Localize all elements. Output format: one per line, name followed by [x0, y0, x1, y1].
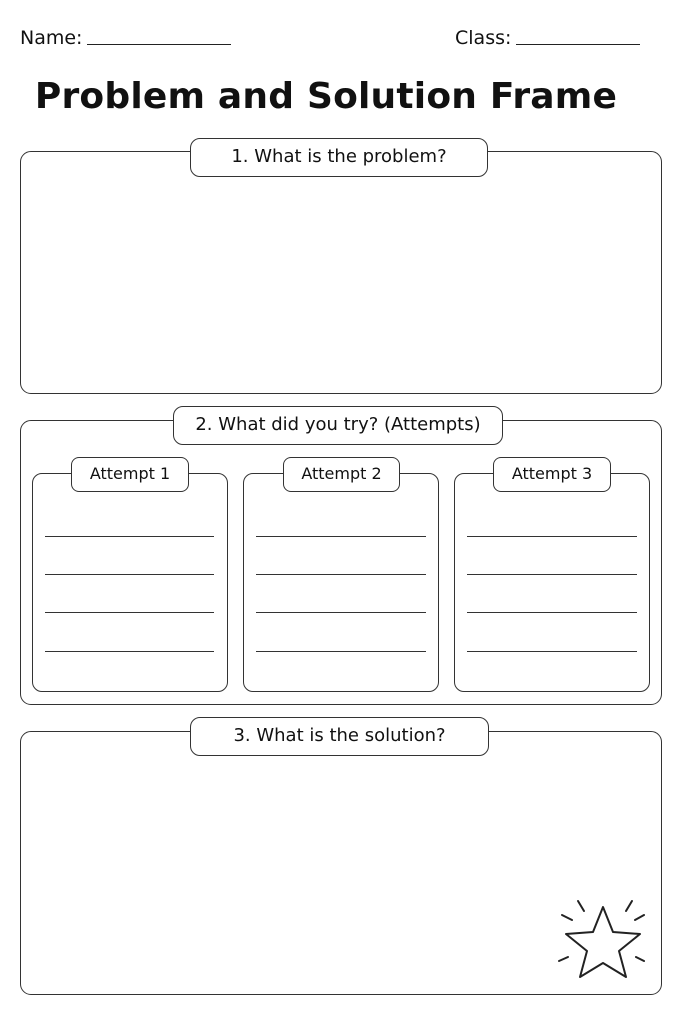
class-field[interactable] — [516, 44, 640, 45]
attempt-2-line[interactable] — [256, 574, 426, 575]
solution-heading: 3. What is the solution? — [190, 717, 489, 756]
attempt-1-line[interactable] — [45, 536, 214, 537]
attempt-1-line[interactable] — [45, 651, 214, 652]
attempt-2-heading: Attempt 2 — [283, 457, 400, 492]
attempts-heading: 2. What did you try? (Attempts) — [173, 406, 503, 445]
name-field[interactable] — [87, 44, 231, 45]
class-label: Class: — [455, 27, 512, 49]
attempt-2-line[interactable] — [256, 651, 426, 652]
attempt-3-line[interactable] — [467, 536, 637, 537]
attempt-1-heading: Attempt 1 — [71, 457, 189, 492]
attempt-1-line[interactable] — [45, 612, 214, 613]
name-label: Name: — [20, 27, 83, 49]
attempt-2-line[interactable] — [256, 612, 426, 613]
problem-heading: 1. What is the problem? — [190, 138, 488, 177]
page-title: Problem and Solution Frame — [34, 76, 618, 117]
attempt-2-line[interactable] — [256, 536, 426, 537]
attempt-3-line[interactable] — [467, 612, 637, 613]
attempt-3-box[interactable] — [454, 473, 650, 692]
attempt-1-line[interactable] — [45, 574, 214, 575]
star-icon — [552, 895, 652, 990]
attempt-3-line[interactable] — [467, 574, 637, 575]
attempt-1-box[interactable] — [32, 473, 228, 692]
attempt-3-heading: Attempt 3 — [493, 457, 611, 492]
problem-box[interactable] — [20, 151, 662, 394]
attempt-3-line[interactable] — [467, 651, 637, 652]
attempt-2-box[interactable] — [243, 473, 439, 692]
